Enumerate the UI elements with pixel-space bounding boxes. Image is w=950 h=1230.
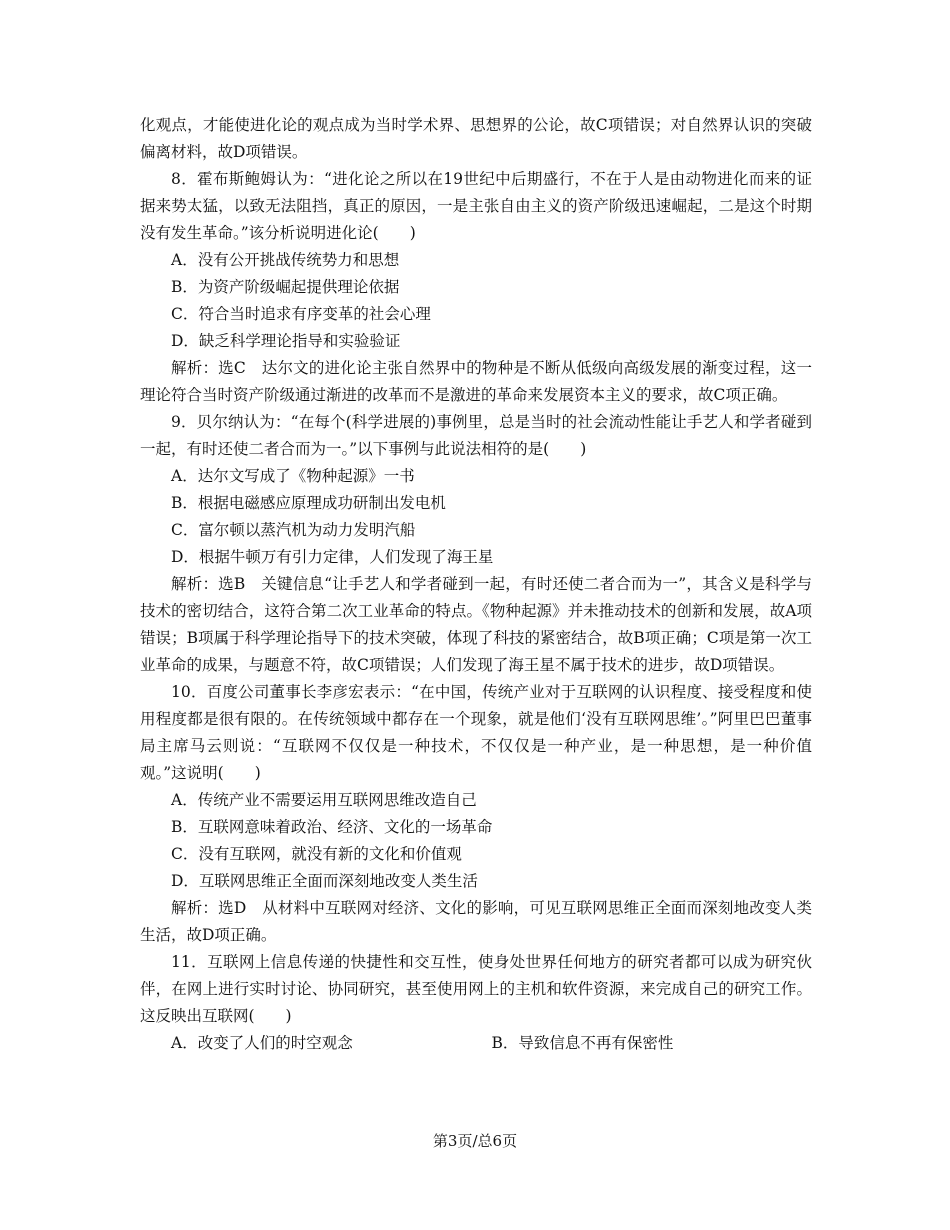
question-9-option-d: D．根据牛顿万有引力定律，人们发现了海王星	[171, 548, 494, 566]
question-8-option-a: A．没有公开挑战传统势力和思想	[171, 251, 400, 269]
question-11-option-a: A．改变了人们的时空观念	[171, 1034, 353, 1052]
question-11-options-row	[140, 1030, 812, 1057]
intro-paragraph: 化观点，才能使进化论的观点成为当时学术界、思想界的公论，故C项错误；对自然界认识的突破偏离材料，故D项错误。	[140, 116, 812, 161]
question-9-analysis: 解析：选B 关键信息“让手艺人和学者碰到一起，有时还使二者合而为一”，其含义是科学与技术的密切结合，这符合第二次工业革命的特点。《物种起源》并未推动技术的创新和发展，故A项错误；B项属于科学理论指导下的技术突破，体现了科技的紧密结合，故B项正确；C项是第一次工业革命的成果，与题意不符，故C项错误；人们发现了海王星不属于技术的进步，故D项错误。	[140, 575, 812, 674]
question-9-stem: 9．贝尔纳认为：“在每个(科学进展的)事例里，总是当时的社会流动性能让手艺人和学者碰到一起，有时还使二者合而为一。”以下事例与此说法相符的是( )	[140, 413, 812, 458]
question-8-option-c: C．符合当时追求有序变革的社会心理	[171, 305, 431, 323]
question-8-option-b: B．为资产阶级崛起提供理论依据	[171, 278, 400, 296]
document-body	[140, 112, 812, 1057]
question-10-option-d: D．互联网思维正全面而深刻地改变人类生活	[171, 872, 478, 890]
question-11-option-b: B．导致信息不再有保密性	[491, 1034, 674, 1052]
page-footer: 第3页/总6页	[432, 1132, 518, 1150]
question-9-option-c: C．富尔顿以蒸汽机为动力发明汽船	[171, 521, 416, 539]
question-10-stem: 10．百度公司董事长李彦宏表示：“在中国，传统产业对于互联网的认识程度、接受程度和使用程度都是很有限的。在传统领域中都存在一个现象，就是他们‘没有互联网思维’。”阿里巴巴董事局主席马云则说：“互联网不仅仅是一种技术，不仅仅是一种产业，是一种思想，是一种价值观。”这说明( )	[140, 683, 813, 782]
question-9-option-a: A．达尔文写成了《物种起源》一书	[171, 467, 415, 485]
question-11-stem: 11．互联网上信息传递的快捷性和交互性，使身处世界任何地方的研究者都可以成为研究伙伴，在网上进行实时讨论、协同研究，甚至使用网上的主机和软件资源，来完成自己的研究工作。这反映出互联网( )	[140, 953, 812, 1025]
question-10-analysis: 解析：选D 从材料中互联网对经济、文化的影响，可见互联网思维正全面而深刻地改变人类生活，故D项正确。	[140, 899, 812, 944]
question-10-option-a: A．传统产业不需要运用互联网思维改造自己	[171, 791, 477, 809]
question-8-option-d: D．缺乏科学理论指导和实验验证	[171, 332, 401, 350]
question-9-option-b: B．根据电磁感应原理成功研制出发电机	[171, 494, 446, 512]
question-8-stem: 8．霍布斯鲍姆认为：“进化论之所以在19世纪中后期盛行，不在于人是由动物进化而来的证据来势太猛，以致无法阻挡，真正的原因，一是主张自由主义的资产阶级迅速崛起，二是这个时期没有发生革命。”该分析说明进化论( )	[140, 170, 812, 242]
question-10-option-b: B．互联网意味着政治、经济、文化的一场革命	[171, 818, 493, 836]
question-10-option-c: C．没有互联网，就没有新的文化和价值观	[171, 845, 462, 863]
question-8-analysis: 解析：选C 达尔文的进化论主张自然界中的物种是不断从低级向高级发展的渐变过程，这一理论符合当时资产阶级通过渐进的改革而不是激进的革命来发展资本主义的要求，故C项正确。	[140, 359, 812, 404]
